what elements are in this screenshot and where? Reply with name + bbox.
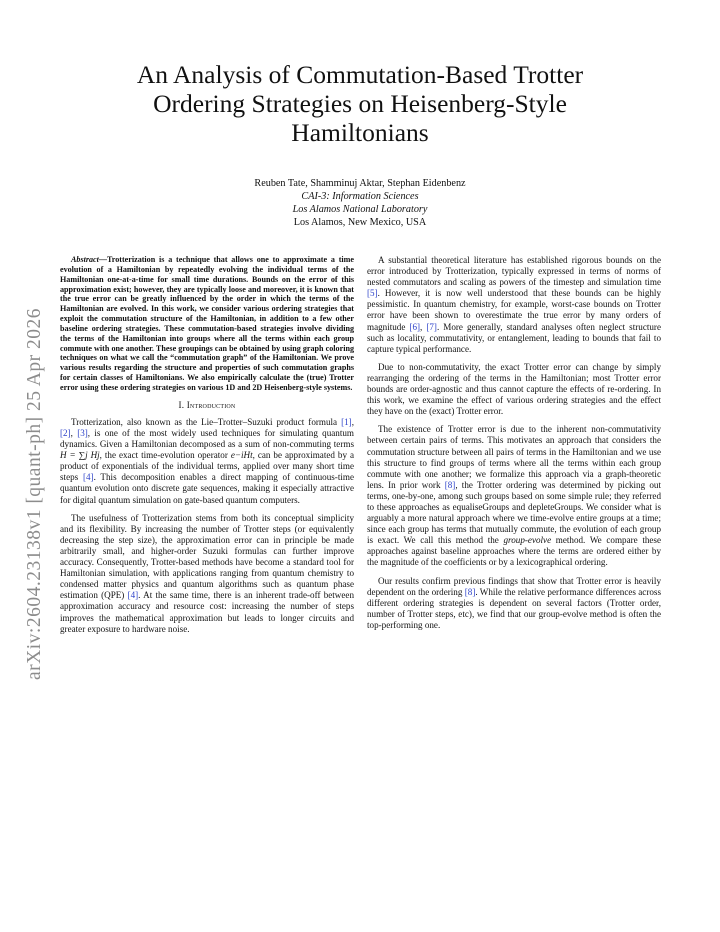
author-block (90, 177, 630, 229)
abstract (60, 255, 354, 393)
citation-link[interactable]: [3] (77, 428, 88, 438)
text-run: , the exact time-evolution operator (99, 450, 231, 461)
text-run: Trotterization, also known as the Lie–Trotter–Suzuki product formula (71, 416, 342, 427)
author-names: Reuben Tate, Shamminuj Aktar, Stephan Eidenbenz (254, 178, 466, 189)
text-run: The usefulness of Trotterization stems from both its conceptual simplicity and its flexibility. By increasing the number of Trotter steps (or equivalently decreasing the step size), the approximation error can in principle be made arbitrarily small, and higher-order Suzuki formulas can further improve accuracy. Consequently, Trotter-based methods have become a standard tool for Hamiltonian simulation, with applications ranging from quantum chemistry to condensed matter physics and quantum algorithms such as quantum phase estimation (QPE) (60, 512, 354, 601)
text-run: , can be approximated by a product of exponentials of the individual terms, applied over many short time steps (60, 450, 354, 483)
citation-link[interactable]: [5] (367, 288, 378, 299)
text-run: The existence of Trotter error is due to the inherent non-commutativity between certain pairs of terms. This motivates an approach that considers the commutation structure between all pairs of terms in the Hamiltonian and we use this structure to find groups of terms where all the terms within each group commute with one another; we formalize this approach via a graph-theoretic lens. In prior work (367, 424, 661, 490)
emphasis-term: group-evolve (503, 535, 552, 546)
text-run: . However, it is now well understood that these bounds can be highly pessimistic. In quantum chemistry, for example, worst-case bounds on Trotter error have been shown to overestimate the true error by many orders of magnitude (367, 288, 661, 332)
citation-link[interactable]: [8] (444, 479, 456, 490)
affiliation-lab: Los Alamos National Laboratory (292, 204, 428, 215)
text-run: A substantial theoretical literature has established rigorous bounds on the error introduced by Trotterization, typically expressed in terms of norms of nested commutators and scaling as powers of the timestep and simulation time (367, 255, 661, 288)
abstract-label: Abstract (71, 255, 99, 264)
citation-link[interactable]: [4] (82, 472, 94, 483)
text-run: , (420, 321, 427, 332)
text-run: . While the relative performance differences across different ordering strategies is dependent on several factors (Trotter order, number of Trotter steps, etc), we find that our group-evolve method is often the top-performing one. (367, 586, 661, 630)
text-run: , (351, 416, 354, 427)
citation-link[interactable]: [6] (409, 321, 421, 332)
text-run: , (70, 428, 78, 438)
citation-link[interactable]: [8] (464, 586, 476, 597)
abstract-text: —Trotterization is a technique that allows one to approximate a time evolution of a Hamiltonian by repeatedly evolving the individual terms of the Hamiltonian one-at-a-time for small time durations. Bounds on the error of this approximation exist; however, they are typically loose and moreover, it is known that the true error can be greatly influenced by the order in which the terms of the Hamiltonian are evolved. In this work, we consider various ordering strategies that exploit the commutation structure of the Hamiltonian, in addition to a few other baseline ordering strategies. These commutation-based strategies involve dividing the terms of the Hamiltonian into groups where all the terms within each group commute with one another. These groupings can be obtained by using graph coloring techniques on what we call the “commutation graph” of the Hamiltonian. We prove various results regarding the structure and properties of such commutation graphs for certain classes of Hamiltonians. We also empirically calculate the (true) Trotter error using these ordering strategies on various 1D and 2D Heisenberg-style systems. (60, 255, 354, 392)
citation-link[interactable]: [7] (426, 321, 437, 332)
section-heading-introduction (60, 400, 354, 411)
right-column (367, 255, 661, 638)
intro-paragraph-2 (60, 513, 354, 635)
citation-link[interactable]: [4] (127, 590, 139, 601)
text-run: Our results confirm previous findings that show that Trotter error is heavily dependent on the ordering (367, 575, 661, 597)
text-run: method. We compare these approaches against baseline approaches where the terms are ordered either by the magnitude of the coefficients or by a lexicographical ordering. (367, 535, 662, 568)
affiliation-dept: CAI-3: Information Sciences (301, 191, 419, 202)
intro-paragraph-3 (367, 255, 661, 355)
intro-paragraph-5 (367, 424, 661, 568)
text-run: , is one of the most widely used techniques for simulating quantum dynamics. Given a Hamiltonian decomposed as a sum of non-commuting terms (60, 428, 355, 450)
text-run: . This decomposition enables a direct mapping of continuous-time quantum evolution onto discrete gate sequences, making it especially attractive for digital quantum simulation on gate-based quantum computers. (60, 472, 354, 505)
intro-paragraph-4: Due to non-commutativity, the exact Trotter error can change by simply rearranging the ordering of the terms in the Hamiltonian; most Trotter error bounds are order-agnostic and thus cannot capture the effects of re-ordering. In this work, we examine the effect of various ordering strategies and the effect they have on the (exact) Trotter error. (367, 361, 661, 417)
text-run: . At the same time, there is an inherent trade-off between approximation accuracy and resource cost: increasing the number of steps improves the mathematical approximation but leads to longer circuits and greater exposure to hardware noise. (60, 590, 354, 634)
paper-title: An Analysis of Commutation-Based Trotter Ordering Strategies on Heisenberg-Style Hamiltonians (136, 60, 584, 147)
intro-paragraph-6 (367, 576, 661, 631)
affiliation-location: Los Alamos, New Mexico, USA (293, 217, 427, 228)
text-run: , the Trotter ordering was determined by picking out terms, one-by-one, among such groups based on some simple rule; they referred to these approaches as equaliseGroups and depleteGroups. We consider what is arguably a more natural approach where we time-evolve entire groups at a time; since each group has terms that mutually commute, the evolution of each group is exact. We call this method the (367, 479, 661, 546)
section-title: Introduction (186, 399, 236, 410)
text-run: . More generally, standard analyses often neglect structure such as locality, commutativity, or entanglement, leading to bounds that fail to capture typical performance. (367, 321, 661, 354)
math-hamiltonian-sum: H = ∑j Hj (60, 450, 100, 461)
arxiv-stamp: arXiv:2604.23138v1 [quant-ph] 25 Apr 2026 (24, 308, 45, 680)
left-column (60, 255, 354, 642)
citation-link[interactable]: [1] (341, 416, 352, 427)
math-time-evolution: e−iHt (230, 450, 253, 461)
intro-paragraph-1 (60, 417, 354, 506)
section-number: I. (178, 399, 185, 410)
citation-link[interactable]: [2] (60, 428, 71, 438)
